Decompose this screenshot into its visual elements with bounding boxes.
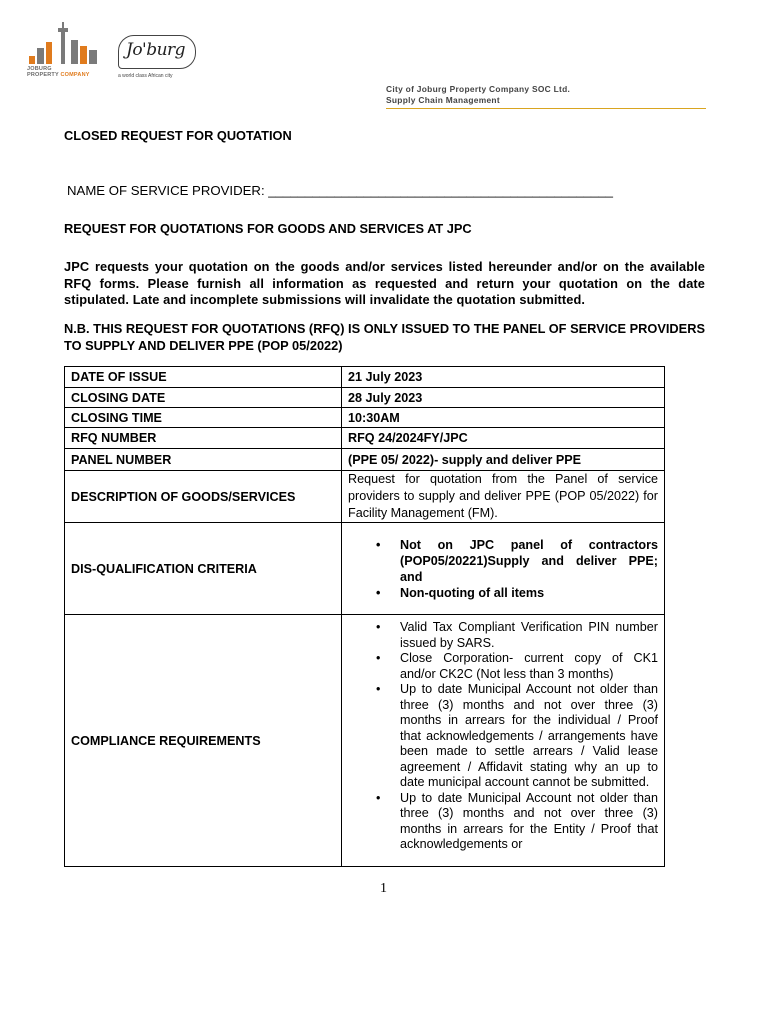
jpc-caption-word2: COMPANY [60, 72, 90, 78]
list-item: • Non-quoting of all items [400, 585, 658, 601]
intro-paragraph: JPC requests your quotation on the goods and/or services listed hereunder and/or on the available RFQ forms. Please furnish all information as requested and return your quotation on the date stipulated. Late and incomplete submissions will invalidate the quotation submitted. [64, 259, 705, 307]
closing-date-value: 28 July 2023 [342, 388, 665, 408]
date-of-issue-value: 21 July 2023 [342, 367, 665, 388]
table-row [65, 428, 665, 449]
subtitle: REQUEST FOR QUOTATIONS FOR GOODS AND SERVICES AT JPC [64, 221, 472, 236]
table-row [65, 449, 665, 471]
joburg-tagline: a world class African city [118, 73, 173, 79]
header-rule [386, 108, 706, 109]
date-of-issue-label: DATE OF ISSUE [65, 367, 342, 388]
description-label: DESCRIPTION OF GOODS/SERVICES [65, 471, 342, 523]
list-item: • Close Corporation- current copy of CK1 and/or CK2C (Not less than 3 months) [400, 651, 658, 682]
closing-time-value: 10:30AM [342, 408, 665, 428]
table-row [65, 388, 665, 408]
closing-date-label: CLOSING DATE [65, 388, 342, 408]
list-item: • Up to date Municipal Account not older than three (3) months and not over three (3) months in arrears for the individual / Proof that acknowledgements / arrangements have been made to settle arrears / Valid lease agreement / Affidavit stating why an up to date municipal account cannot be submitted. [400, 682, 658, 791]
page-number: 1 [380, 881, 387, 896]
panel-number-label: PANEL NUMBER [65, 449, 342, 471]
document-title: CLOSED REQUEST FOR QUOTATION [64, 128, 292, 143]
closing-time-label: CLOSING TIME [65, 408, 342, 428]
service-provider-line: NAME OF SERVICE PROVIDER: _______________________________________________ [67, 183, 613, 198]
list-item: • Not on JPC panel of contractors (POP05/20221)Supply and deliver PPE; and [400, 537, 658, 585]
compliance-label: COMPLIANCE REQUIREMENTS [65, 615, 342, 867]
disqualification-label: DIS-QUALIFICATION CRITERIA [65, 523, 342, 615]
table-row [65, 615, 665, 867]
panel-number-value: (PPE 05/ 2022)- supply and deliver PPE [342, 449, 665, 471]
rfq-number-value: RFQ 24/2024FY/JPC [342, 428, 665, 449]
description-value: Request for quotation from the Panel of service providers to supply and deliver PPE (POP 05/2022) for Facility Management (FM). [342, 471, 665, 523]
list-item: • Up to date Municipal Account not older than three (3) months and not over three (3) months in arrears for the Entity / Proof that acknowledgements or [400, 791, 658, 853]
disqualification-list [348, 537, 658, 601]
joburg-wordmark: Jo'burg [126, 40, 186, 60]
nb-paragraph: N.B. THIS REQUEST FOR QUOTATIONS (RFQ) IS ONLY ISSUED TO THE PANEL OF SERVICE PROVIDERS TO SUPPLY AND DELIVER PPE (POP 05/2022) [64, 321, 705, 353]
jpc-logo-caption [27, 66, 90, 78]
header-department: Supply Chain Management [386, 95, 500, 105]
rfq-number-label: RFQ NUMBER [65, 428, 342, 449]
compliance-cell [342, 615, 665, 867]
table-row [65, 367, 665, 388]
table-row [65, 408, 665, 428]
jpc-caption-word1: PROPERTY [27, 72, 59, 78]
table-row [65, 523, 665, 615]
rfq-details-table [64, 366, 665, 867]
header-company: City of Joburg Property Company SOC Ltd. [386, 84, 571, 94]
jpc-caption-line1: JOBURG [27, 66, 52, 72]
disqualification-cell [342, 523, 665, 615]
compliance-list [348, 620, 658, 853]
table-row [65, 471, 665, 523]
list-item: • Valid Tax Compliant Verification PIN number issued by SARS. [400, 620, 658, 651]
